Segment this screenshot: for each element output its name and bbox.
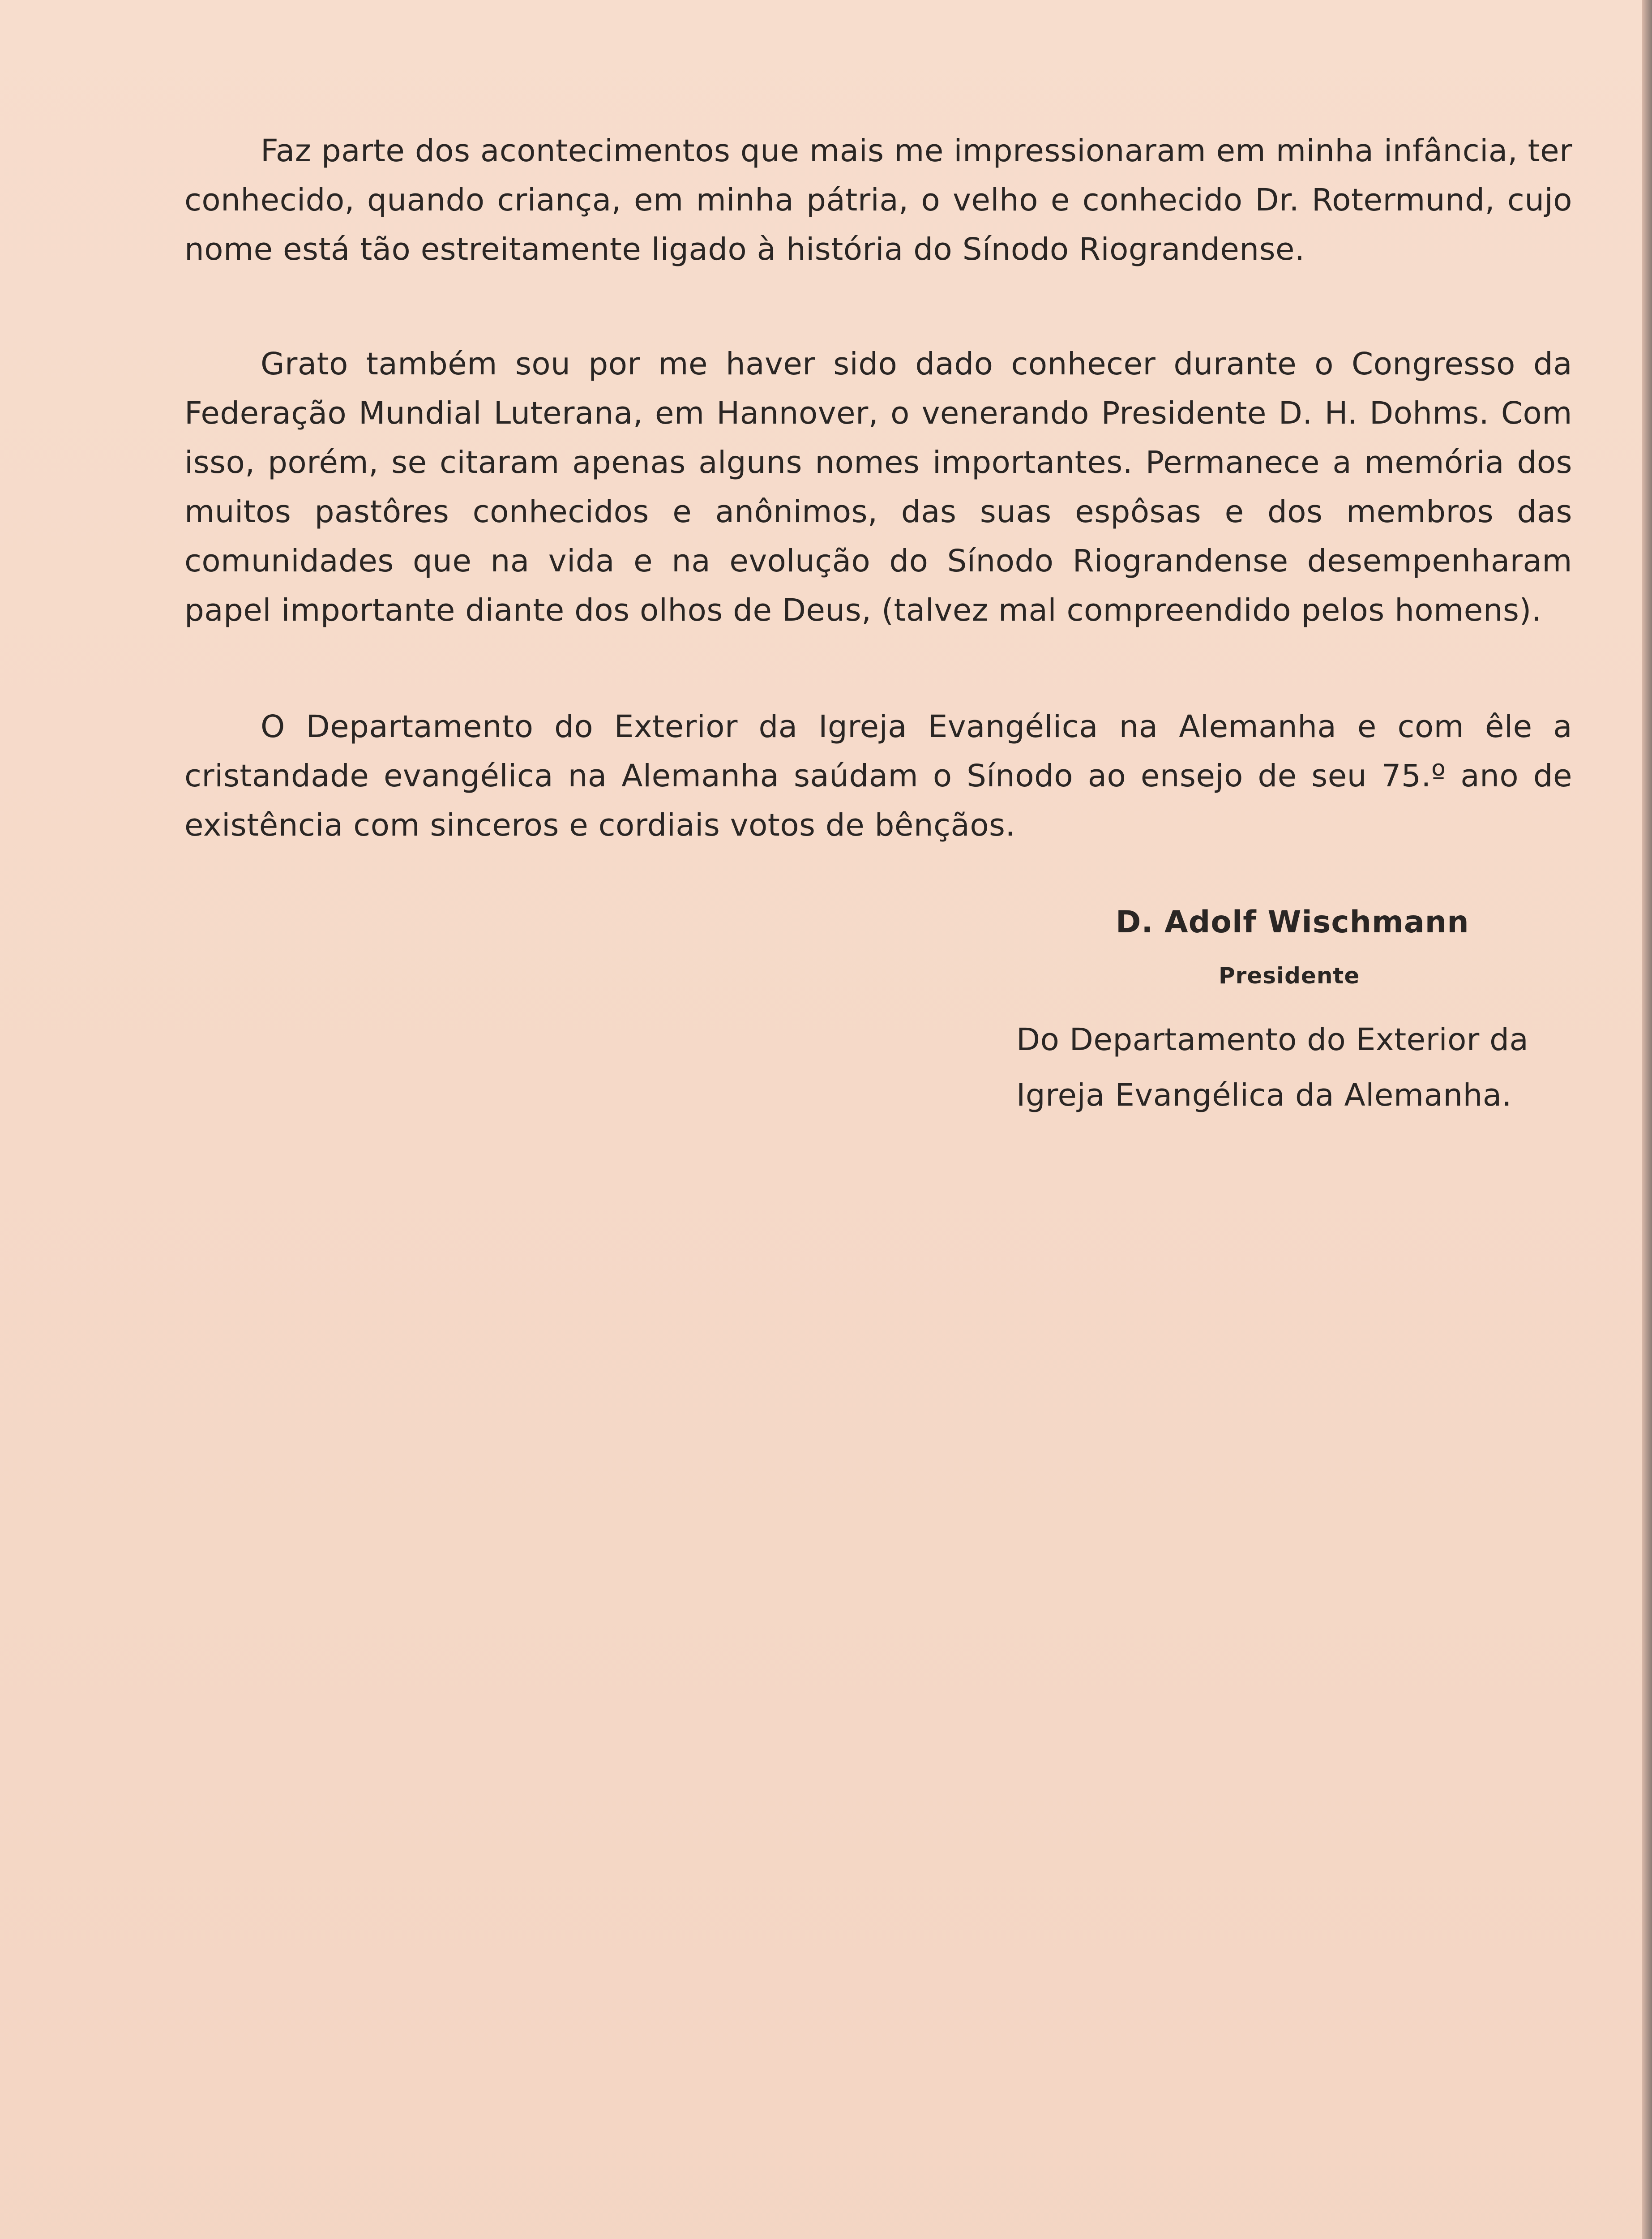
body-paragraph-1: Faz parte dos acontecimentos que mais me impressionaram em minha infância, ter conhecido, quando criança, em minha pátria, o velho e conhecido Dr. Rotermund, cujo nome está tão estreitamente ligado à história do Sínodo Riograndense. <box>184 133 1572 267</box>
body-paragraph-3: O Departamento do Exterior da Igreja Evangélica na Alemanha e com êle a cristandade evangélica na Alemanha saúdam o Sínodo ao ensejo de seu 75.º ano de existência com sinceros e cordiais votos de bênçãos. <box>184 709 1572 843</box>
signatory-organization <box>1016 1012 1528 1123</box>
signatory-title: Presidente <box>1219 963 1360 989</box>
page-edge-shadow <box>1642 0 1652 2239</box>
signatory-organization-line-1: Do Departamento do Exterior da <box>1016 1022 1529 1058</box>
signatory-name: D. Adolf Wischmann <box>1116 905 1469 940</box>
body-paragraph-2: Grato também sou por me haver sido dado conhecer durante o Congresso da Federação Mundial Luterana, em Hannover, o venerando Presidente D. H. Dohms. Com isso, porém, se citaram apenas alguns nomes importantes. Permanece a memória dos muitos pastôres conhecidos e anônimos, das suas espôsas e dos membros das comunidades que na vida e na evolução do Sínodo Riograndense desempenharam papel importante diante dos olhos de Deus, (talvez mal compreendido pelos homens). <box>184 346 1572 628</box>
signatory-organization-line-2: Igreja Evangélica da Alemanha. <box>1016 1077 1512 1113</box>
